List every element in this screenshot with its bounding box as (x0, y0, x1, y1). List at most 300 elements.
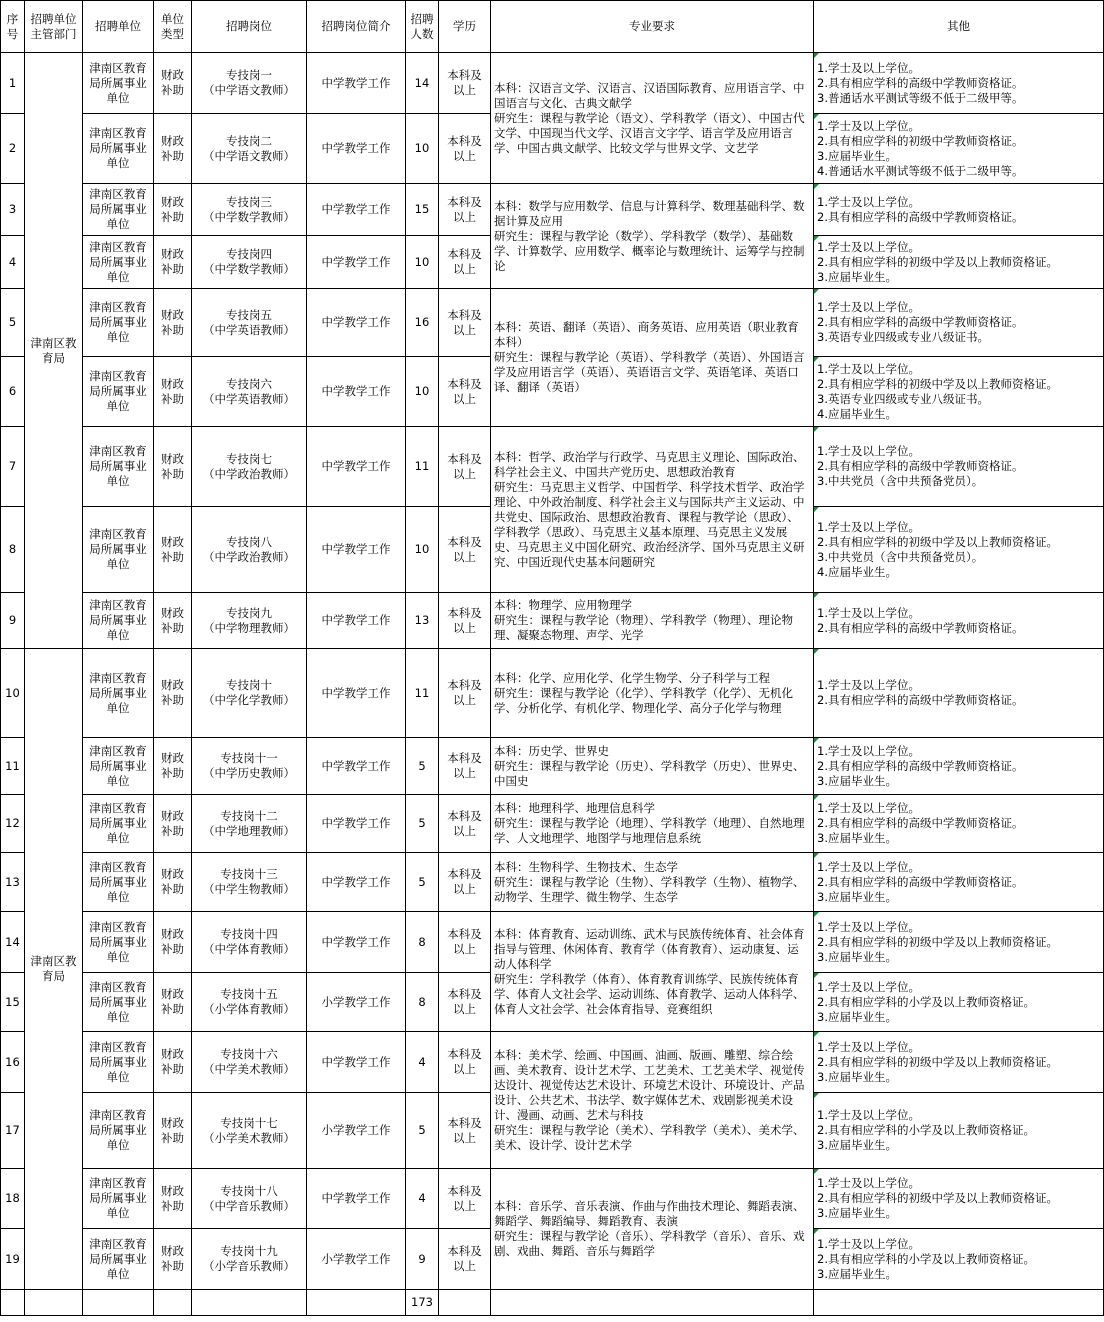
post-cell (192, 853, 307, 912)
unit-cell: 津南区教育局所属事业单位 (83, 357, 154, 427)
table-row (1, 795, 1104, 853)
major-line: 本科：体育教育、运动训练、武术与民族传统体育、社会体育指导与管理、休闲体育、教育学（体育教育）、运动康复、运动人体科学 (494, 926, 805, 971)
other-line: 1.学士及以上学位。 (817, 1108, 920, 1122)
post-sub: （小学体育教师） (203, 1002, 295, 1016)
row-no: 8 (1, 507, 25, 593)
major-line: 研究生：课程与教学论（物理）、学科教学（物理）、理论物理、凝聚态物理、声学、光学 (494, 613, 793, 642)
total-empty (83, 1290, 154, 1316)
other-line: 2.具有相应学科的初级中学及以上教师资格证。 (817, 934, 1058, 949)
post-cell (192, 1093, 307, 1169)
major-cell (491, 649, 814, 738)
row-no: 6 (1, 357, 25, 427)
post-cell (192, 973, 307, 1032)
other-line: 3.应届毕业生。 (817, 148, 897, 163)
unit-cell: 津南区教育局所属事业单位 (83, 853, 154, 912)
type-cell: 财政补助 (154, 853, 192, 912)
post-name: 专技岗六 (226, 376, 272, 391)
row-no: 10 (1, 649, 25, 738)
other-line: 3.应届毕业生。 (817, 1206, 897, 1220)
other-line: 1.学士及以上学位。 (817, 919, 920, 934)
post-cell (192, 738, 307, 795)
row-no: 16 (1, 1032, 25, 1093)
major-line: 本科：数学与应用数学、信息与计算科学、数理基础科学、数据计算及应用 (494, 198, 805, 228)
count-cell: 11 (406, 427, 439, 507)
post-sub: （中学数学教师） (203, 209, 295, 224)
major-cell (491, 53, 814, 184)
table-row (1, 1032, 1104, 1093)
table-row (1, 53, 1104, 114)
unit-cell: 津南区教育局所属事业单位 (83, 649, 154, 738)
intro-cell: 中学教学工作 (307, 184, 406, 236)
type-cell: 财政补助 (154, 427, 192, 507)
unit-cell: 津南区教育局所属事业单位 (83, 912, 154, 973)
type-cell: 财政补助 (154, 795, 192, 853)
unit-cell: 津南区教育局所属事业单位 (83, 973, 154, 1032)
unit-cell: 津南区教育局所属事业单位 (83, 236, 154, 289)
type-cell: 财政补助 (154, 114, 192, 184)
major-line: 本科：化学、应用化学、化学生物学、分子科学与工程 (494, 670, 770, 685)
other-line: 3.英语专业四级或专业八级证书。 (817, 391, 989, 406)
edu-cell: 本科及以上 (439, 973, 491, 1032)
major-line: 本科：哲学、政治学与行政学、马克思主义理论、国际政治、科学社会主义、中国共产党历史、思想政治教育 (494, 449, 805, 479)
post-name: 专技岗九 (226, 605, 272, 620)
intro-cell: 中学教学工作 (307, 1032, 406, 1093)
other-line: 2.具有相应学科的初级中学及以上教师资格证。 (817, 534, 1058, 549)
other-cell (814, 1093, 1104, 1169)
table-row (1, 912, 1104, 973)
post-sub: （中学语文教师） (203, 148, 295, 163)
edu-cell: 本科及以上 (439, 853, 491, 912)
post-cell (192, 1229, 307, 1290)
intro-cell: 中学教学工作 (307, 795, 406, 853)
type-cell: 财政补助 (154, 973, 192, 1032)
major-line: 本科：物理学、应用物理学 (494, 598, 632, 612)
major-line: 研究生：课程与教学论（历史）、学科教学（历史）、世界史、中国史 (494, 758, 805, 788)
major-line: 研究生：课程与教学论（语文）、学科教学（语文）、中国古代文学、中国现当代文学、汉语言文字学、语言学及应用语言学、中国古典文献学、比较文学与世界文学、文艺学 (494, 110, 805, 155)
edu-cell: 本科及以上 (439, 593, 491, 649)
table-row (1, 593, 1104, 649)
other-cell (814, 1032, 1104, 1093)
type-cell: 财政补助 (154, 357, 192, 427)
total-empty (491, 1290, 814, 1316)
other-line: 3.中共党员（含中共预备党员）。 (817, 474, 984, 488)
total-empty (814, 1290, 1104, 1316)
major-line: 本科：音乐学、音乐表演、作曲与作曲技术理论、舞蹈表演、舞蹈学、舞蹈编导、舞蹈教育、表演 (494, 1199, 805, 1228)
intro-cell: 中学教学工作 (307, 507, 406, 593)
count-cell: 5 (406, 1093, 439, 1169)
header-type: 单位类型 (154, 1, 192, 53)
post-name: 专技岗四 (226, 247, 272, 261)
post-sub: （中学美术教师） (203, 1062, 295, 1076)
post-name: 专技岗二 (226, 133, 272, 148)
intro-cell: 中学教学工作 (307, 53, 406, 114)
other-cell (814, 738, 1104, 795)
other-line: 3.应届毕业生。 (817, 1069, 897, 1084)
count-cell: 11 (406, 649, 439, 738)
row-no: 2 (1, 114, 25, 184)
other-line: 1.学士及以上学位。 (817, 194, 920, 209)
intro-cell: 小学教学工作 (307, 973, 406, 1032)
intro-cell: 小学教学工作 (307, 1093, 406, 1169)
post-cell (192, 236, 307, 289)
other-line: 1.学士及以上学位。 (817, 60, 920, 75)
intro-cell: 中学教学工作 (307, 289, 406, 357)
post-cell (192, 507, 307, 593)
count-cell: 10 (406, 507, 439, 593)
other-line: 1.学士及以上学位。 (817, 801, 920, 815)
other-line: 1.学士及以上学位。 (817, 605, 920, 620)
unit-cell: 津南区教育局所属事业单位 (83, 289, 154, 357)
header-major: 专业要求 (491, 1, 814, 53)
major-cell (491, 853, 814, 912)
type-cell: 财政补助 (154, 507, 192, 593)
type-cell: 财政补助 (154, 1093, 192, 1169)
unit-cell: 津南区教育局所属事业单位 (83, 593, 154, 649)
post-name: 专技岗八 (226, 534, 272, 549)
other-line: 1.学士及以上学位。 (817, 361, 920, 376)
other-line: 2.具有相应学科的初级中学及以上教师资格证。 (817, 376, 1058, 391)
total-empty (192, 1290, 307, 1316)
edu-cell: 本科及以上 (439, 53, 491, 114)
intro-cell: 中学教学工作 (307, 427, 406, 507)
other-line: 3.应届毕业生。 (817, 773, 897, 788)
post-sub: （中学政治教师） (203, 549, 295, 564)
major-line: 本科：汉语言文学、汉语言、汉语国际教育、应用语言学、中国语言与文化、古典文献学 (494, 80, 805, 110)
unit-cell: 津南区教育局所属事业单位 (83, 1093, 154, 1169)
table-row (1, 853, 1104, 912)
major-line: 研究生：马克思主义哲学、中国哲学、科学技术哲学、政治学理论、中外政治制度、科学社会主义与国际共产主义运动、中共党史、国际政治、思想政治教育、课程与教学论（思政）、学科教学（思政）、马克思主义基本原理、马克思主义发展史、马克思主义中国化研究、政治经济学、国外马克思主义研究、中国近现代史基本问题研究 (494, 479, 805, 569)
intro-cell: 中学教学工作 (307, 912, 406, 973)
header-intro: 招聘岗位简介 (307, 1, 406, 53)
other-line: 1.学士及以上学位。 (817, 678, 920, 692)
type-cell: 财政补助 (154, 1169, 192, 1229)
intro-cell: 中学教学工作 (307, 649, 406, 738)
other-line: 1.学士及以上学位。 (817, 979, 920, 994)
other-line: 2.具有相应学科的高级中学教师资格证。 (817, 874, 1024, 889)
post-sub: （中学生物教师） (203, 882, 295, 896)
count-cell: 9 (406, 1229, 439, 1290)
major-line: 本科：生物科学、生物技术、生态学 (494, 859, 678, 874)
other-line: 1.学士及以上学位。 (817, 743, 920, 758)
post-name: 专技岗一 (226, 68, 272, 82)
row-no: 13 (1, 853, 25, 912)
intro-cell: 中学教学工作 (307, 738, 406, 795)
total-row (1, 1290, 1104, 1316)
major-cell (491, 593, 814, 649)
post-cell (192, 649, 307, 738)
type-cell: 财政补助 (154, 738, 192, 795)
post-cell (192, 114, 307, 184)
edu-cell: 本科及以上 (439, 738, 491, 795)
other-line: 2.具有相应学科的高级中学教师资格证。 (817, 459, 1024, 473)
other-cell (814, 427, 1104, 507)
other-line: 2.具有相应学科的初级中学及以上教师资格证。 (817, 254, 1058, 269)
unit-cell: 津南区教育局所属事业单位 (83, 507, 154, 593)
row-no: 5 (1, 289, 25, 357)
post-cell (192, 53, 307, 114)
header-post: 招聘岗位 (192, 1, 307, 53)
other-cell (814, 593, 1104, 649)
other-line: 3.普通话水平测试等级不低于二级甲等。 (817, 90, 1024, 105)
post-cell (192, 427, 307, 507)
post-cell (192, 912, 307, 973)
other-cell (814, 1229, 1104, 1290)
count-cell: 16 (406, 289, 439, 357)
major-line: 研究生：课程与教学论（音乐）、学科教学（音乐）、音乐、戏剧、戏曲、舞蹈、音乐与舞蹈学 (494, 1229, 805, 1258)
major-cell (491, 738, 814, 795)
count-cell: 5 (406, 795, 439, 853)
row-no: 18 (1, 1169, 25, 1229)
total-empty (25, 1290, 83, 1316)
post-name: 专技岗十四 (220, 927, 278, 941)
post-sub: （中学英语教师） (203, 391, 295, 406)
intro-cell: 中学教学工作 (307, 357, 406, 427)
intro-cell: 小学教学工作 (307, 1229, 406, 1290)
other-line: 1.学士及以上学位。 (817, 519, 920, 534)
major-line: 研究生：课程与教学论（数学）、学科教学（数学）、基础数学、计算数学、应用数学、概率论与数理统计、运筹学与控制论 (494, 228, 805, 273)
other-line: 2.具有相应学科的高级中学教师资格证。 (817, 620, 1024, 635)
post-name: 专技岗十二 (220, 808, 278, 823)
dept-cell: 津南区教育局 (25, 649, 83, 1290)
post-sub: （中学物理教师） (203, 620, 295, 635)
major-line: 研究生：学科教学（体育）、体育教育训练学、民族传统体育学、体育人文社会学、运动训练、体育教学、运动人体科学、体育人文社会学、社会体育指导、竞赛组织 (494, 971, 805, 1016)
count-cell: 13 (406, 593, 439, 649)
major-line: 研究生：课程与教学论（美术）、学科教学（美术）、美术学、美术、设计学、设计艺术学 (494, 1122, 805, 1152)
major-line: 研究生：课程与教学论（英语）、学科教学（英语）、外国语言学及应用语言学（英语）、英语语言文学、英语笔译、英语口译、翻译（英语） (494, 350, 805, 394)
count-cell: 4 (406, 1169, 439, 1229)
count-cell: 15 (406, 184, 439, 236)
other-line: 3.应届毕业生。 (817, 831, 897, 845)
other-line: 4.应届毕业生。 (817, 564, 897, 579)
type-cell: 财政补助 (154, 1032, 192, 1093)
other-line: 1.学士及以上学位。 (817, 1176, 920, 1190)
intro-cell: 中学教学工作 (307, 593, 406, 649)
post-sub: （中学政治教师） (203, 466, 295, 481)
other-line: 3.应届毕业生。 (817, 1009, 897, 1024)
header-edu: 学历 (439, 1, 491, 53)
table-row (1, 427, 1104, 507)
other-line: 3.中共党员（含中共预备党员）。 (817, 549, 984, 564)
other-line: 4.普通话水平测试等级不低于二级甲等。 (817, 163, 1024, 178)
edu-cell: 本科及以上 (439, 427, 491, 507)
other-line: 1.学士及以上学位。 (817, 444, 920, 458)
post-sub: （中学数学教师） (203, 262, 295, 276)
intro-cell: 中学教学工作 (307, 853, 406, 912)
row-no: 3 (1, 184, 25, 236)
post-sub: （小学美术教师） (203, 1130, 295, 1145)
other-line: 1.学士及以上学位。 (817, 239, 920, 254)
unit-cell: 津南区教育局所属事业单位 (83, 1032, 154, 1093)
other-cell (814, 357, 1104, 427)
unit-cell: 津南区教育局所属事业单位 (83, 1229, 154, 1290)
edu-cell: 本科及以上 (439, 236, 491, 289)
other-line: 2.具有相应学科的高级中学教师资格证。 (817, 758, 1024, 773)
count-cell: 10 (406, 357, 439, 427)
row-no: 4 (1, 236, 25, 289)
post-cell (192, 357, 307, 427)
edu-cell: 本科及以上 (439, 912, 491, 973)
edu-cell: 本科及以上 (439, 507, 491, 593)
row-no: 1 (1, 53, 25, 114)
unit-cell: 津南区教育局所属事业单位 (83, 184, 154, 236)
post-sub: （小学音乐教师） (203, 1259, 295, 1273)
post-name: 专技岗十七 (220, 1115, 278, 1130)
other-line: 2.具有相应学科的小学及以上教师资格证。 (817, 1251, 1035, 1266)
post-sub: （中学历史教师） (203, 766, 295, 780)
major-line: 本科：地理科学、地理信息科学 (494, 801, 655, 815)
major-cell (491, 1169, 814, 1290)
unit-cell: 津南区教育局所属事业单位 (83, 795, 154, 853)
table-row (1, 649, 1104, 738)
major-line: 研究生：课程与教学论（地理）、学科教学（地理）、自然地理学、人文地理学、地图学与地理信息系统 (494, 816, 805, 845)
count-cell: 10 (406, 114, 439, 184)
row-no: 15 (1, 973, 25, 1032)
post-name: 专技岗十三 (220, 867, 278, 881)
edu-cell: 本科及以上 (439, 1093, 491, 1169)
total-count: 173 (406, 1290, 439, 1316)
type-cell: 财政补助 (154, 1229, 192, 1290)
other-cell (814, 53, 1104, 114)
header-count: 招聘人数 (406, 1, 439, 53)
table-row (1, 184, 1104, 236)
post-name: 专技岗十六 (220, 1047, 278, 1061)
other-line: 3.应届毕业生。 (817, 1138, 897, 1152)
post-name: 专技岗十八 (220, 1183, 278, 1198)
header-dept: 招聘单位主管部门 (25, 1, 83, 53)
edu-cell: 本科及以上 (439, 357, 491, 427)
major-line: 本科：美术学、绘画、中国画、油画、版画、雕塑、综合绘画、美术教育、设计艺术学、工艺美术、工艺美术学、视觉传达设计、视觉传达艺术设计、环境艺术设计、环境设计、产品设计、公共艺术、书法学、数字媒体艺术、戏剧影视美术设计、漫画、动画、艺术与科技 (494, 1047, 805, 1122)
intro-cell: 中学教学工作 (307, 114, 406, 184)
edu-cell: 本科及以上 (439, 184, 491, 236)
edu-cell: 本科及以上 (439, 1169, 491, 1229)
other-line: 1.学士及以上学位。 (817, 859, 920, 874)
total-empty (307, 1290, 406, 1316)
other-line: 2.具有相应学科的初级中学及以上教师资格证。 (817, 1191, 1058, 1205)
other-cell (814, 649, 1104, 738)
table-row (1, 289, 1104, 357)
count-cell: 5 (406, 738, 439, 795)
other-cell (814, 912, 1104, 973)
other-line: 1.学士及以上学位。 (817, 1039, 920, 1054)
row-no: 9 (1, 593, 25, 649)
post-name: 专技岗三 (226, 194, 272, 209)
post-sub: （中学音乐教师） (203, 1198, 295, 1213)
row-no: 17 (1, 1093, 25, 1169)
other-line: 2.具有相应学科的高级中学教师资格证。 (817, 75, 1024, 90)
post-name: 专技岗十一 (220, 751, 278, 765)
major-cell (491, 1032, 814, 1169)
intro-cell: 中学教学工作 (307, 1169, 406, 1229)
other-line: 2.具有相应学科的初级中学及以上教师资格证。 (817, 1054, 1058, 1069)
table-row (1, 1169, 1104, 1229)
other-line: 3.应届毕业生。 (817, 949, 897, 964)
count-cell: 5 (406, 853, 439, 912)
type-cell: 财政补助 (154, 593, 192, 649)
other-cell (814, 289, 1104, 357)
other-line: 1.学士及以上学位。 (817, 118, 920, 133)
major-line: 研究生：课程与教学论（生物）、学科教学（生物）、植物学、动物学、生理学、微生物学、生态学 (494, 874, 805, 904)
header-other: 其他 (814, 1, 1104, 53)
unit-cell: 津南区教育局所属事业单位 (83, 114, 154, 184)
count-cell: 14 (406, 53, 439, 114)
post-cell (192, 1169, 307, 1229)
other-line: 3.英语专业四级或专业八级证书。 (817, 330, 989, 344)
table-row (1, 738, 1104, 795)
type-cell: 财政补助 (154, 649, 192, 738)
post-name: 专技岗五 (226, 307, 272, 322)
type-cell: 财政补助 (154, 236, 192, 289)
post-cell (192, 795, 307, 853)
post-sub: （中学语文教师） (203, 83, 295, 97)
other-line: 4.应届毕业生。 (817, 406, 897, 421)
type-cell: 财政补助 (154, 184, 192, 236)
row-no: 11 (1, 738, 25, 795)
other-cell (814, 853, 1104, 912)
edu-cell: 本科及以上 (439, 795, 491, 853)
total-empty (154, 1290, 192, 1316)
type-cell: 财政补助 (154, 289, 192, 357)
header-no: 序号 (1, 1, 25, 53)
other-line: 3.应届毕业生。 (817, 889, 897, 904)
major-cell (491, 184, 814, 289)
post-name: 专技岗十五 (220, 987, 278, 1001)
other-cell (814, 507, 1104, 593)
post-cell (192, 289, 307, 357)
other-line: 2.具有相应学科的初级中学教师资格证。 (817, 133, 1024, 148)
post-cell (192, 1032, 307, 1093)
count-cell: 4 (406, 1032, 439, 1093)
major-line: 本科：英语、翻译（英语）、商务英语、应用英语（职业教育本科） (494, 320, 799, 349)
major-line: 本科：历史学、世界史 (494, 743, 609, 758)
unit-cell: 津南区教育局所属事业单位 (83, 1169, 154, 1229)
post-sub: （中学英语教师） (203, 322, 295, 337)
major-cell (491, 427, 814, 593)
other-cell (814, 236, 1104, 289)
edu-cell: 本科及以上 (439, 114, 491, 184)
intro-cell: 中学教学工作 (307, 236, 406, 289)
row-no: 19 (1, 1229, 25, 1290)
other-line: 2.具有相应学科的小学及以上教师资格证。 (817, 1123, 1035, 1137)
other-line: 2.具有相应学科的高级中学教师资格证。 (817, 209, 1024, 224)
type-cell: 财政补助 (154, 912, 192, 973)
post-sub: （中学地理教师） (203, 823, 295, 838)
major-cell (491, 912, 814, 1032)
post-cell (192, 184, 307, 236)
post-cell (192, 593, 307, 649)
other-line: 1.学士及以上学位。 (817, 300, 920, 314)
post-name: 专技岗七 (226, 451, 272, 466)
major-line: 研究生：课程与教学论（化学）、学科教学（化学）、无机化学、分析化学、有机化学、物理化学、高分子化学与物理 (494, 685, 793, 715)
edu-cell: 本科及以上 (439, 649, 491, 738)
count-cell: 10 (406, 236, 439, 289)
unit-cell: 津南区教育局所属事业单位 (83, 738, 154, 795)
other-cell (814, 114, 1104, 184)
post-sub: （中学体育教师） (203, 942, 295, 956)
post-sub: （中学化学教师） (203, 693, 295, 707)
row-no: 12 (1, 795, 25, 853)
post-name: 专技岗十九 (220, 1244, 278, 1258)
unit-cell: 津南区教育局所属事业单位 (83, 427, 154, 507)
count-cell: 8 (406, 912, 439, 973)
other-line: 3.应届毕业生。 (817, 1266, 897, 1281)
total-empty (439, 1290, 491, 1316)
major-cell (491, 795, 814, 853)
other-line: 2.具有相应学科的高级中学教师资格证。 (817, 315, 1024, 329)
type-cell: 财政补助 (154, 53, 192, 114)
unit-cell: 津南区教育局所属事业单位 (83, 53, 154, 114)
edu-cell: 本科及以上 (439, 289, 491, 357)
post-name: 专技岗十 (226, 678, 272, 692)
